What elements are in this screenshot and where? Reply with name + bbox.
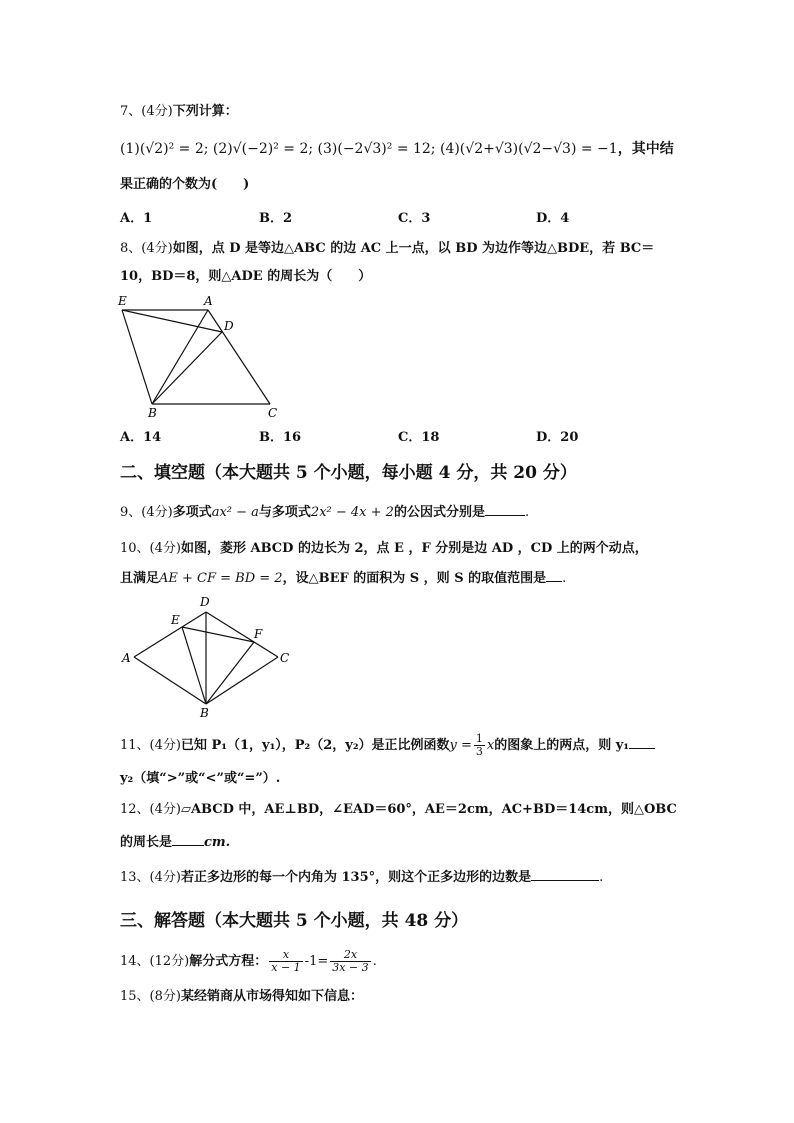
q8-seg-ab [152,310,208,404]
q10-seg-ba [134,657,206,704]
q10-label-d: D [200,595,210,609]
q8-label-e: E [118,294,127,308]
q10-seg-cb [206,657,278,704]
q7-option-d: D．4 [536,211,570,226]
q10-line1: 10、(4分)如图，菱形 ABCD 的边长为 2，点 E ，F 分别是边 AD ，CD 上的两个动点， [120,541,648,556]
q8-option-b: B．16 [259,430,302,445]
q10-label-a: A [122,651,131,665]
section-3-heading: 三、解答题（本大题共 5 个小题，共 48 分） [120,911,469,931]
q8-seg-ed [122,310,222,332]
q7-option-c: C．3 [398,211,431,226]
q8-label-b: B [148,406,157,420]
q7-line2: 果正确的个数为( ) [120,177,250,192]
q11-answer-blank[interactable] [629,736,655,749]
q10-label-f: F [254,627,263,641]
q9-line: 9、(4分)多项式ax² − a与多项式2x² − 4x + 2的公因式分别是 . [120,505,530,520]
q9-poly2: 2x² − 4x + 2 [310,505,394,520]
q10-seg-eb [182,627,206,704]
q9-answer-blank[interactable] [485,503,525,516]
q8-option-c: C．18 [398,430,440,445]
q10-line2: 且满足AE + CF = BD = 2，设△BEF 的面积为 S ，则 S 的取值范围是 . [120,571,567,586]
q8-option-d: D．20 [536,430,579,445]
q11-line1: 11、(4分)已知 P₁（1，y₁），P₂（2，y₂）是正比例函数y = $\frac{1}{3}$ x的图象上的两点，则 y₁ [120,733,655,758]
q7-number: 7、(4分) [120,104,173,119]
q8-seg-ac [208,310,270,404]
q7-option-b: B．2 [259,211,293,226]
q10-label-c: C [280,651,290,665]
q8-option-a: A．14 [120,430,162,445]
q7-option-a: A．1 [120,211,153,226]
q9-poly1: ax² − a [211,505,259,520]
q8-seg-eb [122,310,152,404]
q12-line2: 的周长是 cm. [120,835,231,850]
section-2-heading: 二、填空题（本大题共 5 个小题，每小题 4 分，共 20 分） [120,463,577,483]
q10-answer-blank[interactable] [546,569,562,582]
q10-seg-ad [134,612,206,657]
q10-condition: AE + CF = BD = 2 [159,571,283,586]
q8-line2: 10，BD＝8，则△ADE 的周长为（ ） [120,269,372,284]
q8-label-c: C [268,406,278,420]
q10-seg-fb [206,642,254,704]
q12-line1: 12、(4分)▱ABCD 中，AE⊥BD，∠EAD＝60°，AE＝2cm，AC+BD＝14cm，则△OBC [120,802,677,817]
q10-label-e: E [171,613,180,627]
q14-line: 14、(12分)解分式方程： $\frac{x}{x - 1}$ -1= $\frac{2x}{3x - 3}$ . [120,948,377,974]
q13-line: 13、(4分)若正多边形的每一个内角为 135°，则这个正多边形的边数是 . [120,870,604,885]
q14-fraction-left: $\frac{x}{x - 1}$ [271,948,301,974]
q15-line: 15、(8分)某经销商从市场得知如下信息： [120,989,363,1004]
q14-fraction-right: $\frac{2x}{3x - 3}$ [332,948,369,974]
q11-fraction: $\frac{1}{3}$ [475,732,483,758]
q10-seg-ef [182,627,254,642]
q8-figure [112,292,292,422]
q13-answer-blank[interactable] [531,868,599,881]
q7-math: (1)(√2)² = 2; (2)√(−2)² = 2; (3)(−2√3)² = 12; (4)(√2+√3)(√2−√3) = −1 [120,141,618,157]
q7-stem: 7、(4分)下列计算： [120,104,238,119]
q7-expression: (1)(√2)² = 2; (2)√(−2)² = 2; (3)(−2√3)² = 12; (4)(√2+√3)(√2−√3) = −1，其中结 [120,141,674,157]
q10-figure [114,592,294,722]
q10-label-b: B [200,706,209,720]
q8-label-a: A [204,294,213,308]
q8-line1: 8、(4分)如图，点 D 是等边△ABC 的边 AC 上一点，以 BD 为边作等边△BDE，若 BC＝ [120,241,655,256]
q8-label-d: D [224,319,234,333]
q11-line2: y₂（填“>”或“<”或“=”）. [120,771,281,786]
q12-answer-blank[interactable] [172,833,204,846]
q8-seg-bd [152,332,222,404]
